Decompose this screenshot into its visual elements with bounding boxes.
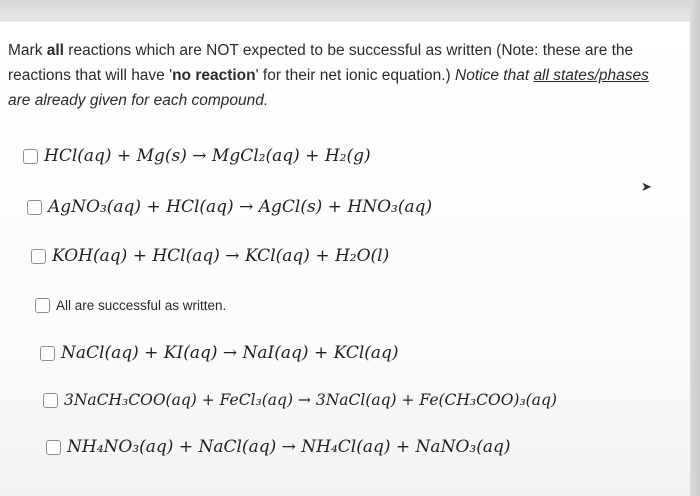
option-6[interactable] <box>43 391 557 409</box>
prompt-text-3: ' for their net ionic equation.) <box>255 67 456 84</box>
option-5[interactable] <box>40 343 399 363</box>
option-4-checkbox[interactable] <box>35 298 50 313</box>
prompt-underlined-phrase: all states/phases <box>533 67 649 84</box>
right-edge <box>690 0 700 496</box>
option-3-label: KOH(aq) + HCl(aq) → KCl(aq) + H₂O(l) <box>52 246 390 266</box>
option-6-checkbox[interactable] <box>43 393 58 408</box>
option-7-label: NH₄NO₃(aq) + NaCl(aq) → NH₄Cl(aq) + NaNO₃(aq) <box>67 437 511 457</box>
option-5-label: NaCl(aq) + KI(aq) → NaI(aq) + KCl(aq) <box>61 343 399 363</box>
option-3[interactable] <box>31 246 389 266</box>
option-6-label: 3NaCH₃COO(aq) + FeCl₃(aq) → 3NaCl(aq) + Fe(CH₃COO)₃(aq) <box>64 391 557 409</box>
option-1-label: HCl(aq) + Mg(s) → MgCl₂(aq) + H₂(g) <box>44 146 371 166</box>
question-prompt <box>8 38 668 113</box>
option-4[interactable] <box>35 298 226 313</box>
prompt-bold-no-reaction: no reaction <box>172 67 256 84</box>
prompt-italic-2: are already given for each compound. <box>8 92 269 109</box>
option-4-label: All are successful as written. <box>56 298 227 313</box>
option-2-checkbox[interactable] <box>27 200 42 215</box>
option-7[interactable] <box>46 437 510 457</box>
mouse-cursor-icon: ➤ <box>641 179 652 194</box>
option-5-checkbox[interactable] <box>40 346 55 361</box>
prompt-bold-all: all <box>46 42 64 59</box>
prompt-text-2: reactions which are NOT expected to be successful as written (Note: these are the reactions that will have ' <box>8 42 634 84</box>
prompt-text-1: Mark <box>8 42 47 59</box>
option-7-checkbox[interactable] <box>46 440 61 455</box>
top-edge <box>0 0 700 22</box>
option-1[interactable] <box>23 146 371 166</box>
option-2[interactable] <box>27 197 432 217</box>
option-2-label: AgNO₃(aq) + HCl(aq) → AgCl(s) + HNO₃(aq) <box>48 197 433 217</box>
option-3-checkbox[interactable] <box>31 249 46 264</box>
prompt-italic-1: Notice that <box>455 67 534 84</box>
option-1-checkbox[interactable] <box>23 149 38 164</box>
